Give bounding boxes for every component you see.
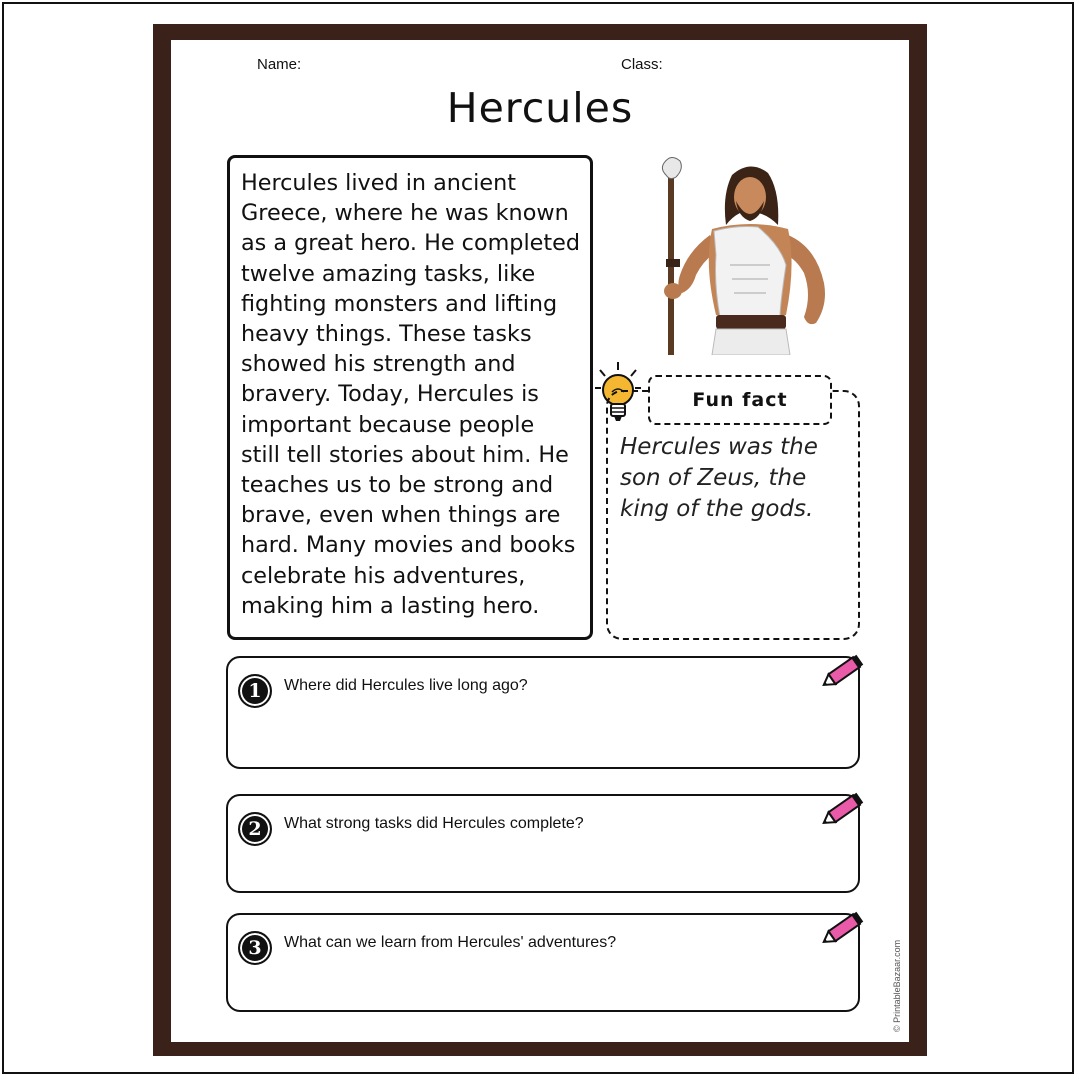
- worksheet-title: Hercules: [446, 84, 634, 132]
- question-3-number: 3: [238, 931, 272, 965]
- wrist-band: [666, 259, 680, 267]
- question-1-answer-box[interactable]: [226, 656, 860, 769]
- hand: [664, 283, 682, 299]
- belt: [716, 315, 786, 329]
- reading-passage-text: Hercules lived in ancient Greece, where he was known as a great hero. He completed twelve amazing tasks, like fighting monsters and lifting heavy things. These tasks showed his strength and bravery. Today, Hercules is important because people still tell stories about him. He teaches us to be strong and brave, even when things are hard. Many movies and books celebrate his adventures, making him a lasting hero.: [241, 170, 580, 619]
- pencil-icon: [818, 907, 870, 951]
- question-2-number: 2: [238, 812, 272, 846]
- question-2-answer-box[interactable]: [226, 794, 860, 893]
- question-2-text: What strong tasks did Hercules complete?: [284, 815, 584, 832]
- question-1-text: Where did Hercules live long ago?: [284, 677, 528, 694]
- question-3-answer-box[interactable]: [226, 913, 860, 1012]
- pencil-icon: [818, 788, 870, 832]
- staff-top: [662, 157, 681, 178]
- name-label: Name:: [257, 56, 302, 73]
- reading-passage-box: [227, 155, 593, 640]
- right-arm: [786, 235, 825, 324]
- hercules-illustration: [640, 155, 850, 355]
- pencil-icon: [818, 650, 870, 694]
- skirt: [712, 329, 790, 355]
- question-1-number: 1: [238, 674, 272, 708]
- class-label: Class:: [621, 56, 663, 73]
- fun-fact-heading: Fun fact: [648, 375, 832, 425]
- credit-text: © PrintableBazaar.com: [892, 939, 902, 1032]
- fun-fact-text: Hercules was the son of Zeus, the king of the gods.: [620, 434, 818, 522]
- question-3-text: What can we learn from Hercules' adventures?: [284, 934, 617, 951]
